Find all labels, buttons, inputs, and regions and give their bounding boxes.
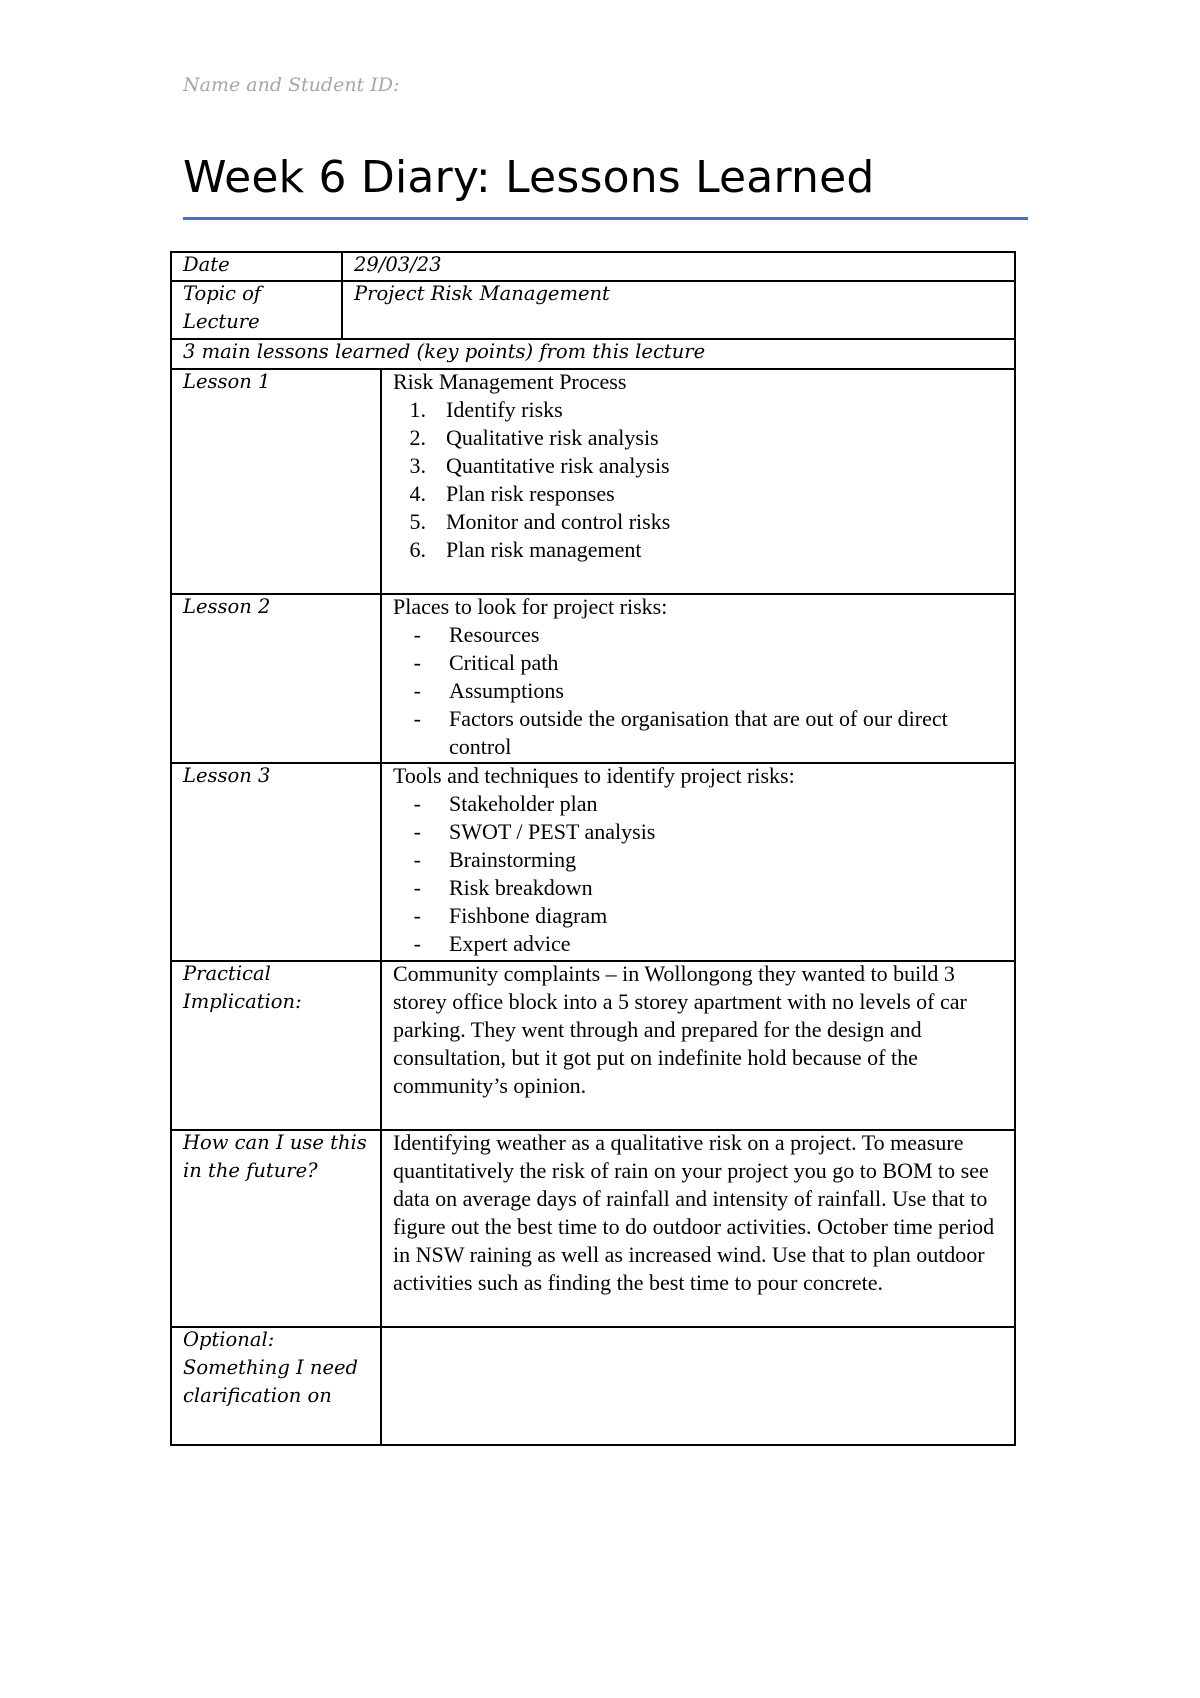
lesson-3-intro: Tools and techniques to identify project risks: [393,763,795,788]
lesson-2-list [393,621,1003,761]
lesson-2-label: Lesson 2 [183,595,271,618]
list-item: - Fishbone diagram [413,903,608,928]
lesson-1-label: Lesson 1 [183,370,271,393]
list-item: - SWOT / PEST analysis [413,819,656,844]
list-item: - Critical path [413,650,559,675]
lesson-3-label: Lesson 3 [183,764,271,787]
lessons-heading: 3 main lessons learned (key points) from this lecture [183,340,706,363]
optional-clarification-text[interactable] [382,1328,1014,1444]
practical-implication-text: Community complaints – in Wollongong they wanted to build 3 storey office block into a 5 storey apartment with no levels of car parking. They went through and prepared for the design and consultation, but it got put on indefinite hold because of the community’s opinion. [393,961,967,1098]
name-student-id-label: Name and Student ID: [183,74,400,96]
lesson-2-intro: Places to look for project risks: [393,594,668,619]
lesson-1-intro: Risk Management Process [393,369,627,394]
future-use-text: Identifying weather as a qualitative risk on a project. To measure quantitatively the risk of rain on your project you go to BOM to see data on average days of rainfall and intensity of rainfall. Use that to figure out the best time to do outdoor activities. October time period in NSW raining as well as increased wind. Use that to plan outdoor activities such as finding the best time to pour concrete. [393,1130,995,1295]
list-item: - Stakeholder plan [413,791,598,816]
list-item: - Risk breakdown [413,875,593,900]
date-label: Date [183,253,230,276]
list-item: 4. Plan risk responses [409,481,615,506]
topic-label: Topic of Lecture [183,282,262,333]
lesson-3-content [382,762,1014,962]
list-item: - Expert advice [413,931,571,956]
list-item: - Brainstorming [413,847,577,872]
list-item: - Assumptions [413,678,564,703]
date-value: 29/03/23 [354,253,442,276]
practical-implication-label: Practical Implication: [183,962,302,1013]
lesson-2-content [382,593,1014,765]
future-use-label: How can I use this in the future? [183,1131,367,1182]
optional-clarification-label: Optional: Something I need clarification on [183,1328,359,1407]
title-underline [183,217,1028,220]
list-item: 3. Quantitative risk analysis [409,453,670,478]
topic-value: Project Risk Management [354,282,610,305]
page-title: Week 6 Diary: Lessons Learned [183,152,875,203]
list-item: 2. Qualitative risk analysis [409,425,659,450]
lesson-3-list [393,790,1003,958]
lesson-1-list [393,396,1003,564]
list-item: 5. Monitor and control risks [409,509,671,534]
list-item: 1. Identify risks [409,397,563,422]
list-item: 6. Plan risk management [409,537,642,562]
list-item: - Factors outside the organisation that are out of our direct control [413,706,948,759]
lesson-1-content [382,368,1014,568]
list-item: - Resources [413,622,540,647]
